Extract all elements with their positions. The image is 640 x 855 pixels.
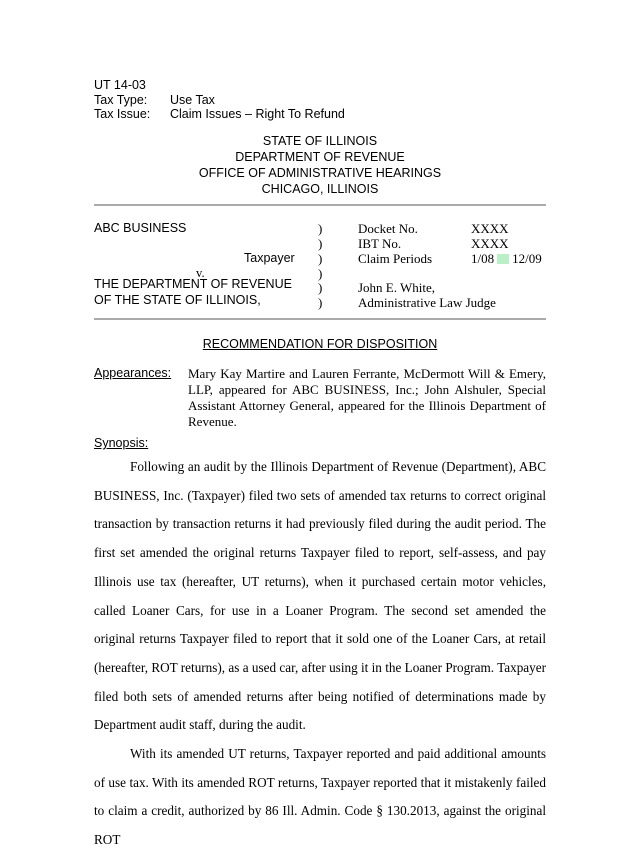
synopsis-paragraph-2: With its amended UT returns, Taxpayer reported and paid additional amounts of use tax. With its amended ROT returns, Taxpayer reported that it mistakenly failed to claim a credit, authorized by 86 Ill. Admin. Code § 130.2013, against the original ROT xyxy=(94,746,546,848)
ibt-value: XXXX xyxy=(471,236,509,251)
caption-top-rule xyxy=(94,204,546,206)
tax-issue-value: Claim Issues – Right To Refund xyxy=(170,107,345,121)
caption-paren: ) xyxy=(318,221,323,236)
agency-line-3: OFFICE OF ADMINISTRATIVE HEARINGS xyxy=(198,166,442,180)
claim-period-to: 12/09 xyxy=(512,251,542,266)
caption-bottom-rule xyxy=(94,318,546,320)
tax-type-label: Tax Type: xyxy=(94,93,148,107)
ibt-label: IBT No. xyxy=(358,236,402,251)
appearances-text: Mary Kay Martire and Lauren Ferrante, McDermott Will & Emery, LLP, appeared for ABC BUSINESS, Inc.; John Alshuler, Special Assistant Attorney General, appeared for the Illinois Department of Revenue. xyxy=(188,366,546,429)
agency-heading xyxy=(94,133,546,197)
claim-periods-label: Claim Periods xyxy=(358,251,433,266)
judge-name: John E. White, xyxy=(358,280,436,295)
tax-type-value: Use Tax xyxy=(170,93,215,107)
party-taxpayer-role: Taxpayer xyxy=(244,251,295,265)
document-title: RECOMMENDATION FOR DISPOSITION xyxy=(202,337,438,351)
docket-value: XXXX xyxy=(471,221,509,236)
caption-paren: ) xyxy=(318,266,323,281)
caption-paren: ) xyxy=(318,295,323,310)
caption-paren: ) xyxy=(318,280,323,295)
case-number: UT 14-03 xyxy=(94,78,146,92)
redaction-highlight xyxy=(497,254,509,264)
agency-line-4: CHICAGO, ILLINOIS xyxy=(261,182,379,196)
tax-issue-label: Tax Issue: xyxy=(94,107,151,121)
synopsis-body xyxy=(94,453,546,855)
agency-line-2: DEPARTMENT OF REVENUE xyxy=(235,150,405,164)
claim-period-from: 1/08 xyxy=(471,251,495,266)
agency-line-1: STATE OF ILLINOIS xyxy=(262,134,378,148)
party-department-line-2: OF THE STATE OF ILLINOIS, xyxy=(94,293,261,307)
party-taxpayer: ABC BUSINESS xyxy=(94,221,187,235)
claim-periods-value xyxy=(471,251,542,267)
versus: v. xyxy=(196,266,205,280)
synopsis-paragraph-1: Following an audit by the Illinois Department of Revenue (Department), ABC BUSINESS, Inc. (Taxpayer) filed two sets of amended tax returns to correct original transaction by transaction returns it had previously filed during the audit period. The first set amended the original returns Taxpayer filed to report, self-assess, and pay Illinois use tax (hereafter, UT returns), when it purchased certain motor vehicles, called Loaner Cars, for use in a Loaner Program. The second set amended the original returns Taxpayer filed to report that it sold one of the Loaner Cars, at retail (hereafter, ROT returns), as a used car, after using it in the Loaner Program. Taxpayer filed both sets of amended returns after being notified of determinations made by Department audit staff, during the audit. xyxy=(94,459,546,733)
party-department-line-1: THE DEPARTMENT OF REVENUE xyxy=(94,277,292,291)
caption-paren: ) xyxy=(318,236,323,251)
caption-paren: ) xyxy=(318,251,323,266)
synopsis-label: Synopsis: xyxy=(94,436,149,450)
docket-label: Docket No. xyxy=(358,221,418,236)
appearances-label: Appearances: xyxy=(94,366,172,380)
judge-title: Administrative Law Judge xyxy=(358,295,496,310)
